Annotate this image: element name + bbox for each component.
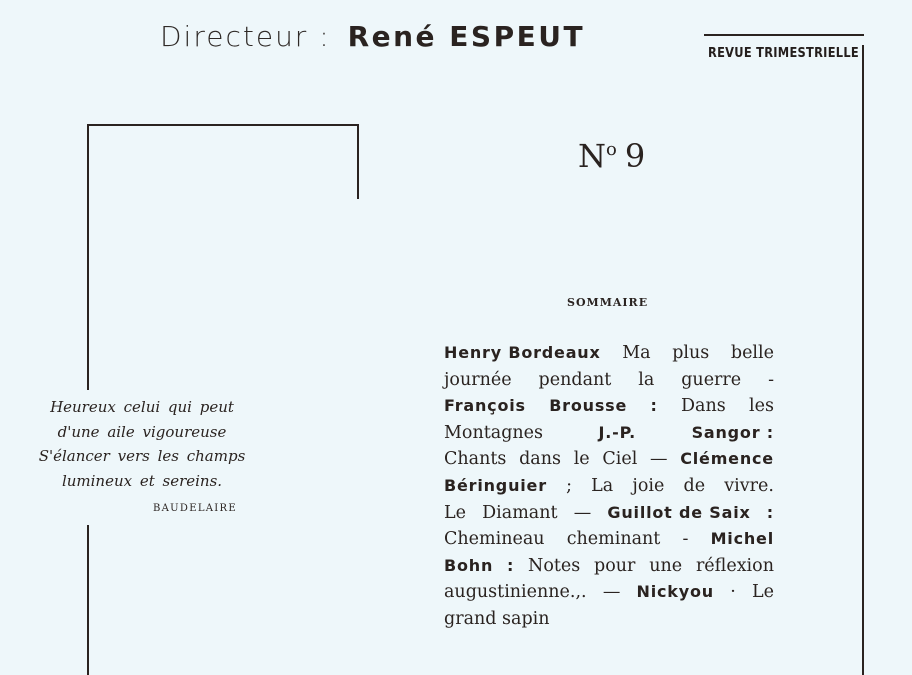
sommaire-author-text: :	[506, 555, 515, 575]
sommaire-title-text: les	[749, 396, 774, 417]
sommaire-title-text: journée	[444, 369, 512, 390]
sommaire-title-text: Chants	[444, 449, 507, 470]
sommaire-title-text: de	[683, 475, 706, 496]
sommaire-author-text: Henry Bordeaux	[444, 343, 601, 362]
sommaire-title-text: ;	[566, 475, 572, 496]
sommaire-title-text: ·	[730, 582, 736, 603]
sommaire-author-text: Brousse	[549, 396, 628, 416]
director-line	[160, 17, 585, 57]
sommaire-author-text: :	[650, 396, 658, 416]
sommaire-author-text: J.-P.	[598, 422, 637, 442]
sommaire-author-text: Sangor :	[691, 422, 774, 442]
sommaire-title-text: grand sapin	[444, 608, 550, 629]
epigraph-line: S'élancer vers les champs	[38, 447, 246, 465]
issue-number	[578, 130, 645, 176]
sommaire-title-text: Dans	[680, 396, 726, 417]
sommaire-title-text: la	[638, 369, 655, 390]
sommaire-title-text: pendant	[538, 369, 612, 390]
sommaire-title-text: Ma	[622, 343, 651, 363]
periodicity-label: REVUE TRIMESTRIELLE	[708, 46, 859, 61]
sommaire-line	[444, 367, 774, 394]
epigraph-line: d'une aile vigoureuse	[57, 422, 227, 441]
sommaire-author-text: :	[766, 502, 774, 522]
sommaire-title-text: une	[649, 555, 683, 576]
sommaire-title-text: augustinienne.,.	[444, 582, 587, 603]
sommaire-title-text: plus	[672, 343, 710, 363]
sommaire-title-text: -	[682, 529, 689, 550]
sommaire-line	[444, 420, 774, 447]
sommaire-line	[444, 500, 774, 527]
issue-value: 9	[624, 137, 646, 175]
left-frame-vertical-rule-upper	[87, 124, 89, 390]
sommaire-title-text: Diamant	[482, 502, 558, 523]
sommaire-line	[444, 606, 774, 633]
sommaire-title-text: vivre.	[724, 475, 774, 496]
sommaire-author-text: Béringuier	[444, 475, 547, 495]
sommaire-title-text: —	[573, 502, 592, 523]
sommaire-list	[444, 340, 774, 633]
issue-prefix: N	[578, 137, 606, 175]
sommaire-author-text: Guillot de Saix	[607, 502, 751, 522]
sommaire-author-text: Clémence	[680, 449, 774, 469]
sommaire-line	[444, 553, 774, 580]
sommaire-line	[444, 579, 774, 606]
sommaire-title-text: réflexion	[695, 555, 774, 576]
epigraph-author: BAUDELAIRE	[153, 503, 237, 514]
sommaire-title-text: joie	[632, 475, 665, 496]
left-frame-top-rule	[87, 124, 358, 126]
director-name: René ESPEUT	[347, 20, 586, 53]
sommaire-title-text: le	[573, 449, 590, 470]
sommaire-author-text: Michel	[710, 529, 774, 549]
sommaire-title-text: -	[768, 369, 774, 390]
sommaire-line	[444, 340, 774, 367]
sommaire-title-text: Le	[444, 502, 466, 523]
sommaire-line	[444, 393, 774, 420]
sommaire-title-text: —	[602, 582, 621, 603]
sommaire-title-text: Chemineau	[444, 529, 545, 550]
issue-superscript: o	[606, 139, 617, 160]
left-frame-right-tick	[357, 124, 359, 199]
right-frame-vertical-rule	[862, 45, 864, 675]
sommaire-line	[444, 446, 774, 473]
epigraph-line: lumineux et sereins.	[61, 471, 223, 490]
sommaire-title-text: Montagnes	[444, 422, 544, 443]
sommaire-title-text: dans	[519, 449, 561, 470]
right-frame-top-rule	[704, 34, 864, 36]
epigraph-line: Heureux celui qui peut	[50, 398, 234, 416]
sommaire-title-text: guerre	[681, 369, 742, 390]
sommaire-title-text: La	[591, 475, 614, 496]
sommaire-line	[444, 473, 774, 500]
director-label: Directeur :	[160, 20, 331, 53]
sommaire-title-text: Ciel	[602, 449, 638, 470]
sommaire-title: SOMMAIRE	[567, 296, 649, 309]
sommaire-title-text: Notes	[528, 555, 581, 576]
sommaire-author-text: Bohn	[444, 555, 494, 575]
sommaire-title-text: pour	[594, 555, 636, 576]
sommaire-title-text: belle	[730, 343, 774, 363]
sommaire-title-text: —	[650, 449, 668, 470]
left-frame-vertical-rule-lower	[87, 525, 89, 675]
sommaire-title-text: Le	[751, 582, 774, 603]
sommaire-title-text: cheminant	[566, 529, 661, 550]
sommaire-author-text: Nickyou	[636, 582, 714, 602]
epigraph	[24, 395, 260, 493]
sommaire-author-text: François	[444, 396, 526, 416]
sommaire-line	[444, 526, 774, 553]
